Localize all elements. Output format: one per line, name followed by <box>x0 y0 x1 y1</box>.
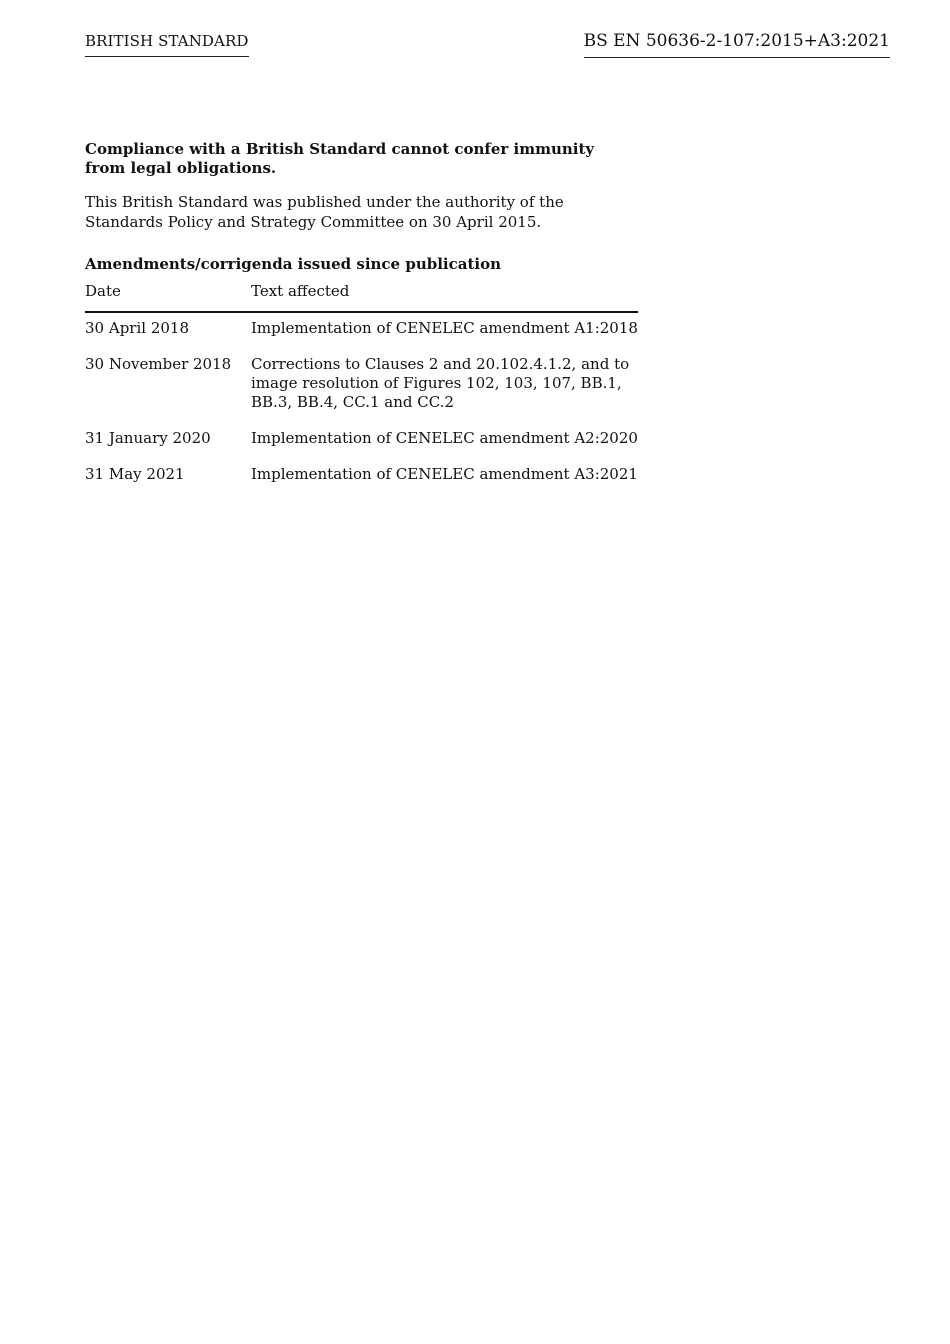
date-column-header: Date <box>85 282 251 312</box>
table-row <box>85 429 638 465</box>
amendment-date: 30 November 2018 <box>85 355 232 373</box>
amendments-title: Amendments/corrigenda issued since publication <box>85 255 501 273</box>
table-row <box>85 465 638 501</box>
amendment-date: 30 April 2018 <box>85 319 189 337</box>
amendments-table <box>85 282 638 501</box>
amendment-text: Implementation of CENELEC amendment A1:2018 <box>251 319 638 337</box>
compliance-statement: Compliance with a British Standard cannot confer immunity from legal obligations. <box>85 140 595 177</box>
amendments-header-row <box>85 282 638 312</box>
amendment-text: Corrections to Clauses 2 and 20.102.4.1.2, and to image resolution of Figures 102, 103, 107, BB.1, BB.3, BB.4, CC.1 and CC.2 <box>251 355 630 411</box>
table-row <box>85 355 638 429</box>
publication-statement: This British Standard was published under the authority of the Standards Policy and Strategy Committee on 30 April 2015. <box>85 193 564 231</box>
header-standard-number: BS EN 50636-2-107:2015+A3:2021 <box>584 30 890 58</box>
amendment-date: 31 January 2020 <box>85 429 211 447</box>
amendment-date: 31 May 2021 <box>85 465 185 483</box>
table-row <box>85 312 638 355</box>
amendment-text: Implementation of CENELEC amendment A2:2020 <box>251 429 638 447</box>
amendment-text: Implementation of CENELEC amendment A3:2021 <box>251 465 638 483</box>
header-publisher: BRITISH STANDARD <box>85 31 249 57</box>
main-content <box>85 140 638 501</box>
text-affected-column-header: Text affected <box>251 282 638 312</box>
